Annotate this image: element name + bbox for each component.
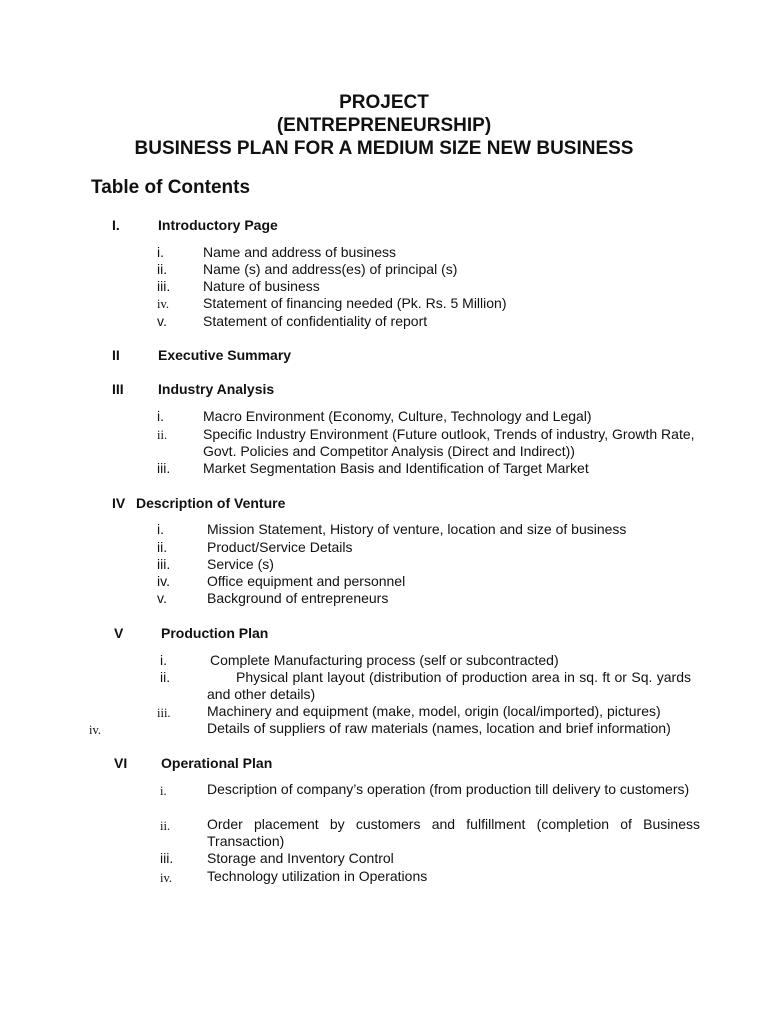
item-number: iv. xyxy=(160,871,173,885)
section-numeral: II xyxy=(112,347,120,363)
item-number: ii. xyxy=(160,819,171,833)
toc-item: Statement of confidentiality of report xyxy=(203,313,428,329)
item-number: iii. xyxy=(157,706,171,720)
toc-item: Mission Statement, History of venture, location and size of business xyxy=(207,521,627,537)
section-title: Executive Summary xyxy=(158,347,292,363)
item-number: iii. xyxy=(157,556,171,572)
toc-item: Name (s) and address(es) of principal (s) xyxy=(203,261,458,277)
section-title: Introductory Page xyxy=(158,217,278,233)
toc-item: Description of company’s operation (from production till delivery to customers) xyxy=(207,781,690,797)
section-numeral: V xyxy=(114,625,124,641)
toc-item: Name and address of business xyxy=(203,244,396,260)
item-number: iii. xyxy=(160,850,174,866)
item-number: iv. xyxy=(157,297,170,311)
item-number: v. xyxy=(157,590,167,606)
item-number: i. xyxy=(160,652,167,668)
item-number: ii. xyxy=(160,669,171,685)
section-numeral: IV xyxy=(112,495,126,511)
toc-item: Details of suppliers of raw materials (names, location and brief information) xyxy=(207,720,671,736)
section-numeral: I. xyxy=(112,217,120,233)
toc-item: Office equipment and personnel xyxy=(207,573,406,589)
toc-item: Specific Industry Environment (Future outlook, Trends of industry, Growth Rate, Govt. Policies and Competitor Analysis (Direct and Indirect)) xyxy=(203,426,695,459)
section-title: Operational Plan xyxy=(161,755,273,771)
section-title: Description of Venture xyxy=(136,495,286,511)
item-number: ii. xyxy=(157,261,168,277)
toc-item: Service (s) xyxy=(207,556,274,572)
toc-item: Storage and Inventory Control xyxy=(207,850,394,866)
toc-item: Technology utilization in Operations xyxy=(207,868,428,884)
item-number: ii. xyxy=(157,539,168,555)
section-title: Production Plan xyxy=(161,625,269,641)
toc-item: Complete Manufacturing process (self or subcontracted) xyxy=(210,652,559,668)
document-title-line-1: PROJECT xyxy=(339,92,429,113)
toc-item: Product/Service Details xyxy=(207,539,353,555)
section-numeral: VI xyxy=(114,755,128,771)
item-number: i. xyxy=(157,521,164,537)
section-numeral: III xyxy=(112,381,124,397)
document-title-line-3: BUSINESS PLAN FOR A MEDIUM SIZE NEW BUSINESS xyxy=(134,138,634,159)
item-number: ii. xyxy=(157,428,168,442)
toc-item: Order placement by customers and fulfillment (completion of Business Transaction) xyxy=(207,816,700,849)
toc-heading: Table of Contents xyxy=(91,177,251,198)
toc-item: Macro Environment (Economy, Culture, Technology and Legal) xyxy=(203,408,592,424)
toc-item: Physical plant layout (distribution of production area in sq. ft or Sq. yards and other details) xyxy=(207,669,691,702)
item-number: i. xyxy=(157,408,164,424)
toc-item: Nature of business xyxy=(203,278,320,294)
item-number: i. xyxy=(160,784,167,798)
item-number: iv. xyxy=(89,723,102,737)
toc-item: Machinery and equipment (make, model, origin (local/imported), pictures) xyxy=(207,703,661,719)
toc-item: Statement of financing needed (Pk. Rs. 5 Million) xyxy=(203,295,507,311)
item-number: iii. xyxy=(157,278,171,294)
item-number: iii. xyxy=(157,460,171,476)
document-title-line-2: (ENTREPRENEURSHIP) xyxy=(276,115,492,136)
toc-item: Background of entrepreneurs xyxy=(207,590,389,606)
item-number: i. xyxy=(157,244,164,260)
item-number: iv. xyxy=(157,573,170,589)
toc-item: Market Segmentation Basis and Identification of Target Market xyxy=(203,460,589,476)
item-number: v. xyxy=(157,313,167,329)
section-title: Industry Analysis xyxy=(158,381,275,397)
